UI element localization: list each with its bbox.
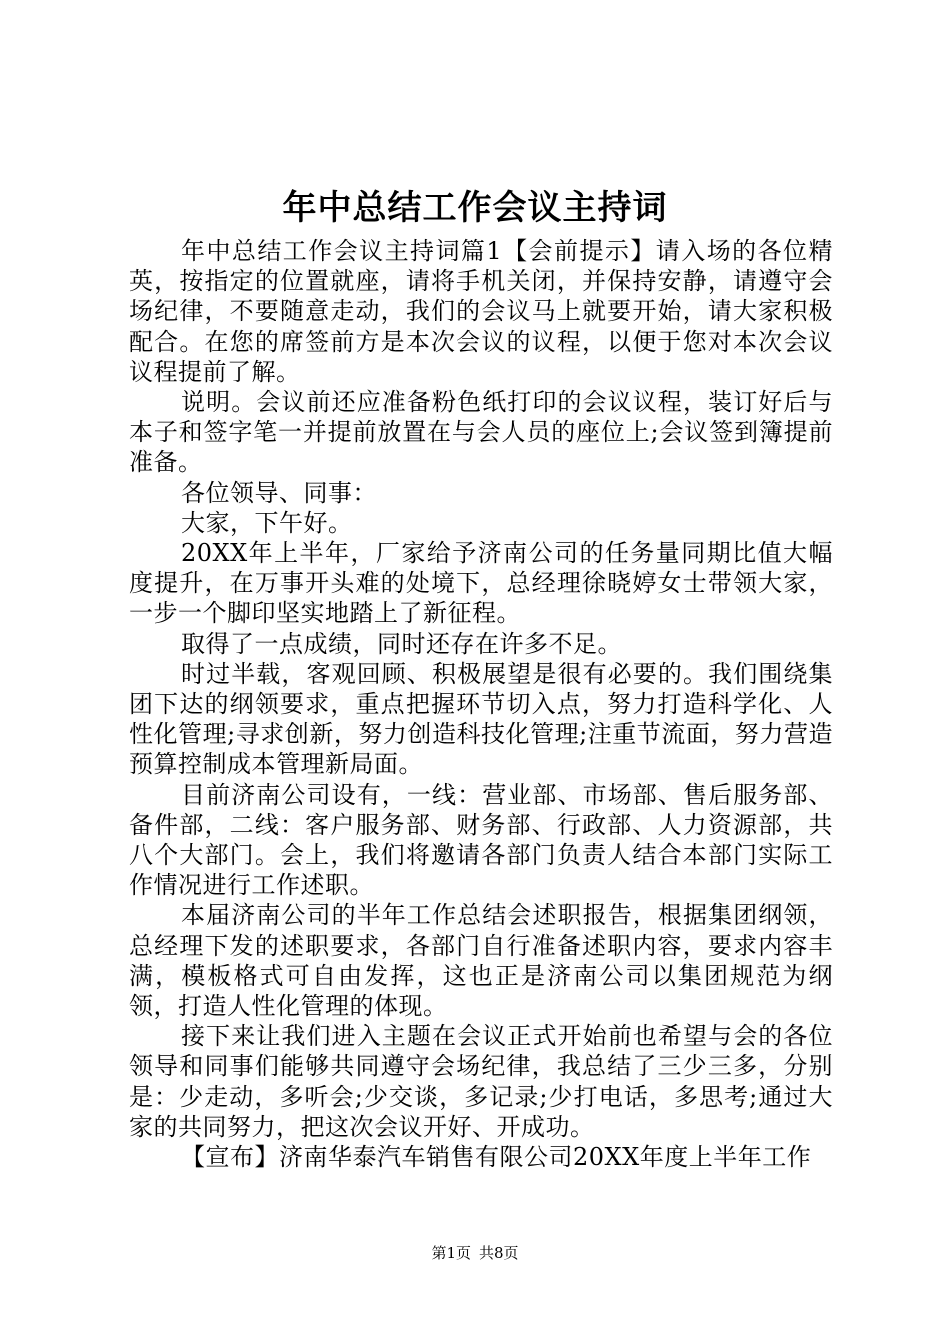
paragraph-10: 接下来让我们进入主题在会议正式开始前也希望与会的各位领导和同事们能够共同遵守会场纪律，我总结了三少三多，分别是：少走动，多听会;少交谈，多记录;少打电话，多思考;通过大家的共同努力，把这次会议开好、开成功。 xyxy=(129,1022,833,1141)
document-title: 年中总结工作会议主持词 xyxy=(282,188,668,228)
paragraph-9: 本届济南公司的半年工作总结会述职报告，根据集团纲领，总经理下发的述职要求，各部门自行准备述职内容，要求内容丰满，模板格式可自由发挥，这也正是济南公司以集团规范为纲领，打造人性化管理的体现。 xyxy=(129,901,833,1021)
paragraph-6: 取得了一点成绩，同时还存在许多不足。 xyxy=(181,629,622,658)
paragraph-11: 【宣布】济南华泰汽车销售有限公司20XX年度上半年工作 xyxy=(181,1143,812,1172)
paragraph-2: 说明。会议前还应准备粉色纸打印的会议议程，装订好后与本子和签字笔一并提前放置在与会人员的座位上;会议签到簿提前准备。 xyxy=(129,388,833,477)
paragraph-1: 年中总结工作会议主持词篇1【会前提示】请入场的各位精英，按指定的位置就座，请将手机关闭，并保持安静，请遵守会场纪律，不要随意走动，我们的会议马上就要开始，请大家积极配合。在您的席签前方是本次会议的议程，以便于您对本次会议议程提前了解。 xyxy=(129,237,833,386)
paragraph-5: 20XX年上半年，厂家给予济南公司的任务量同期比值大幅度提升，在万事开头难的处境下，总经理徐晓婷女士带领大家，一步一个脚印坚实地踏上了新征程。 xyxy=(129,539,833,628)
page-number: 第1页 xyxy=(431,1244,471,1262)
document-body xyxy=(129,236,833,1172)
page-total: 共8页 xyxy=(479,1244,519,1262)
paragraph-7: 时过半载，客观回顾、积极展望是很有必要的。我们围绕集团下达的纲领要求，重点把握环节切入点，努力打造科学化、人性化管理;寻求创新，努力创造科技化管理;注重节流面，努力营造预算控制成本管理新局面。 xyxy=(129,659,833,779)
paragraph-8: 目前济南公司设有，一线：营业部、市场部、售后服务部、备件部，二线：客户服务部、财务部、行政部、人力资源部，共八个大部门。会上，我们将邀请各部门负责人结合本部门实际工作情况进行工作述职。 xyxy=(129,780,833,900)
paragraph-4: 大家，下午好。 xyxy=(181,508,353,537)
paragraph-3: 各位领导、同事： xyxy=(181,478,377,507)
page-footer xyxy=(0,1243,950,1263)
